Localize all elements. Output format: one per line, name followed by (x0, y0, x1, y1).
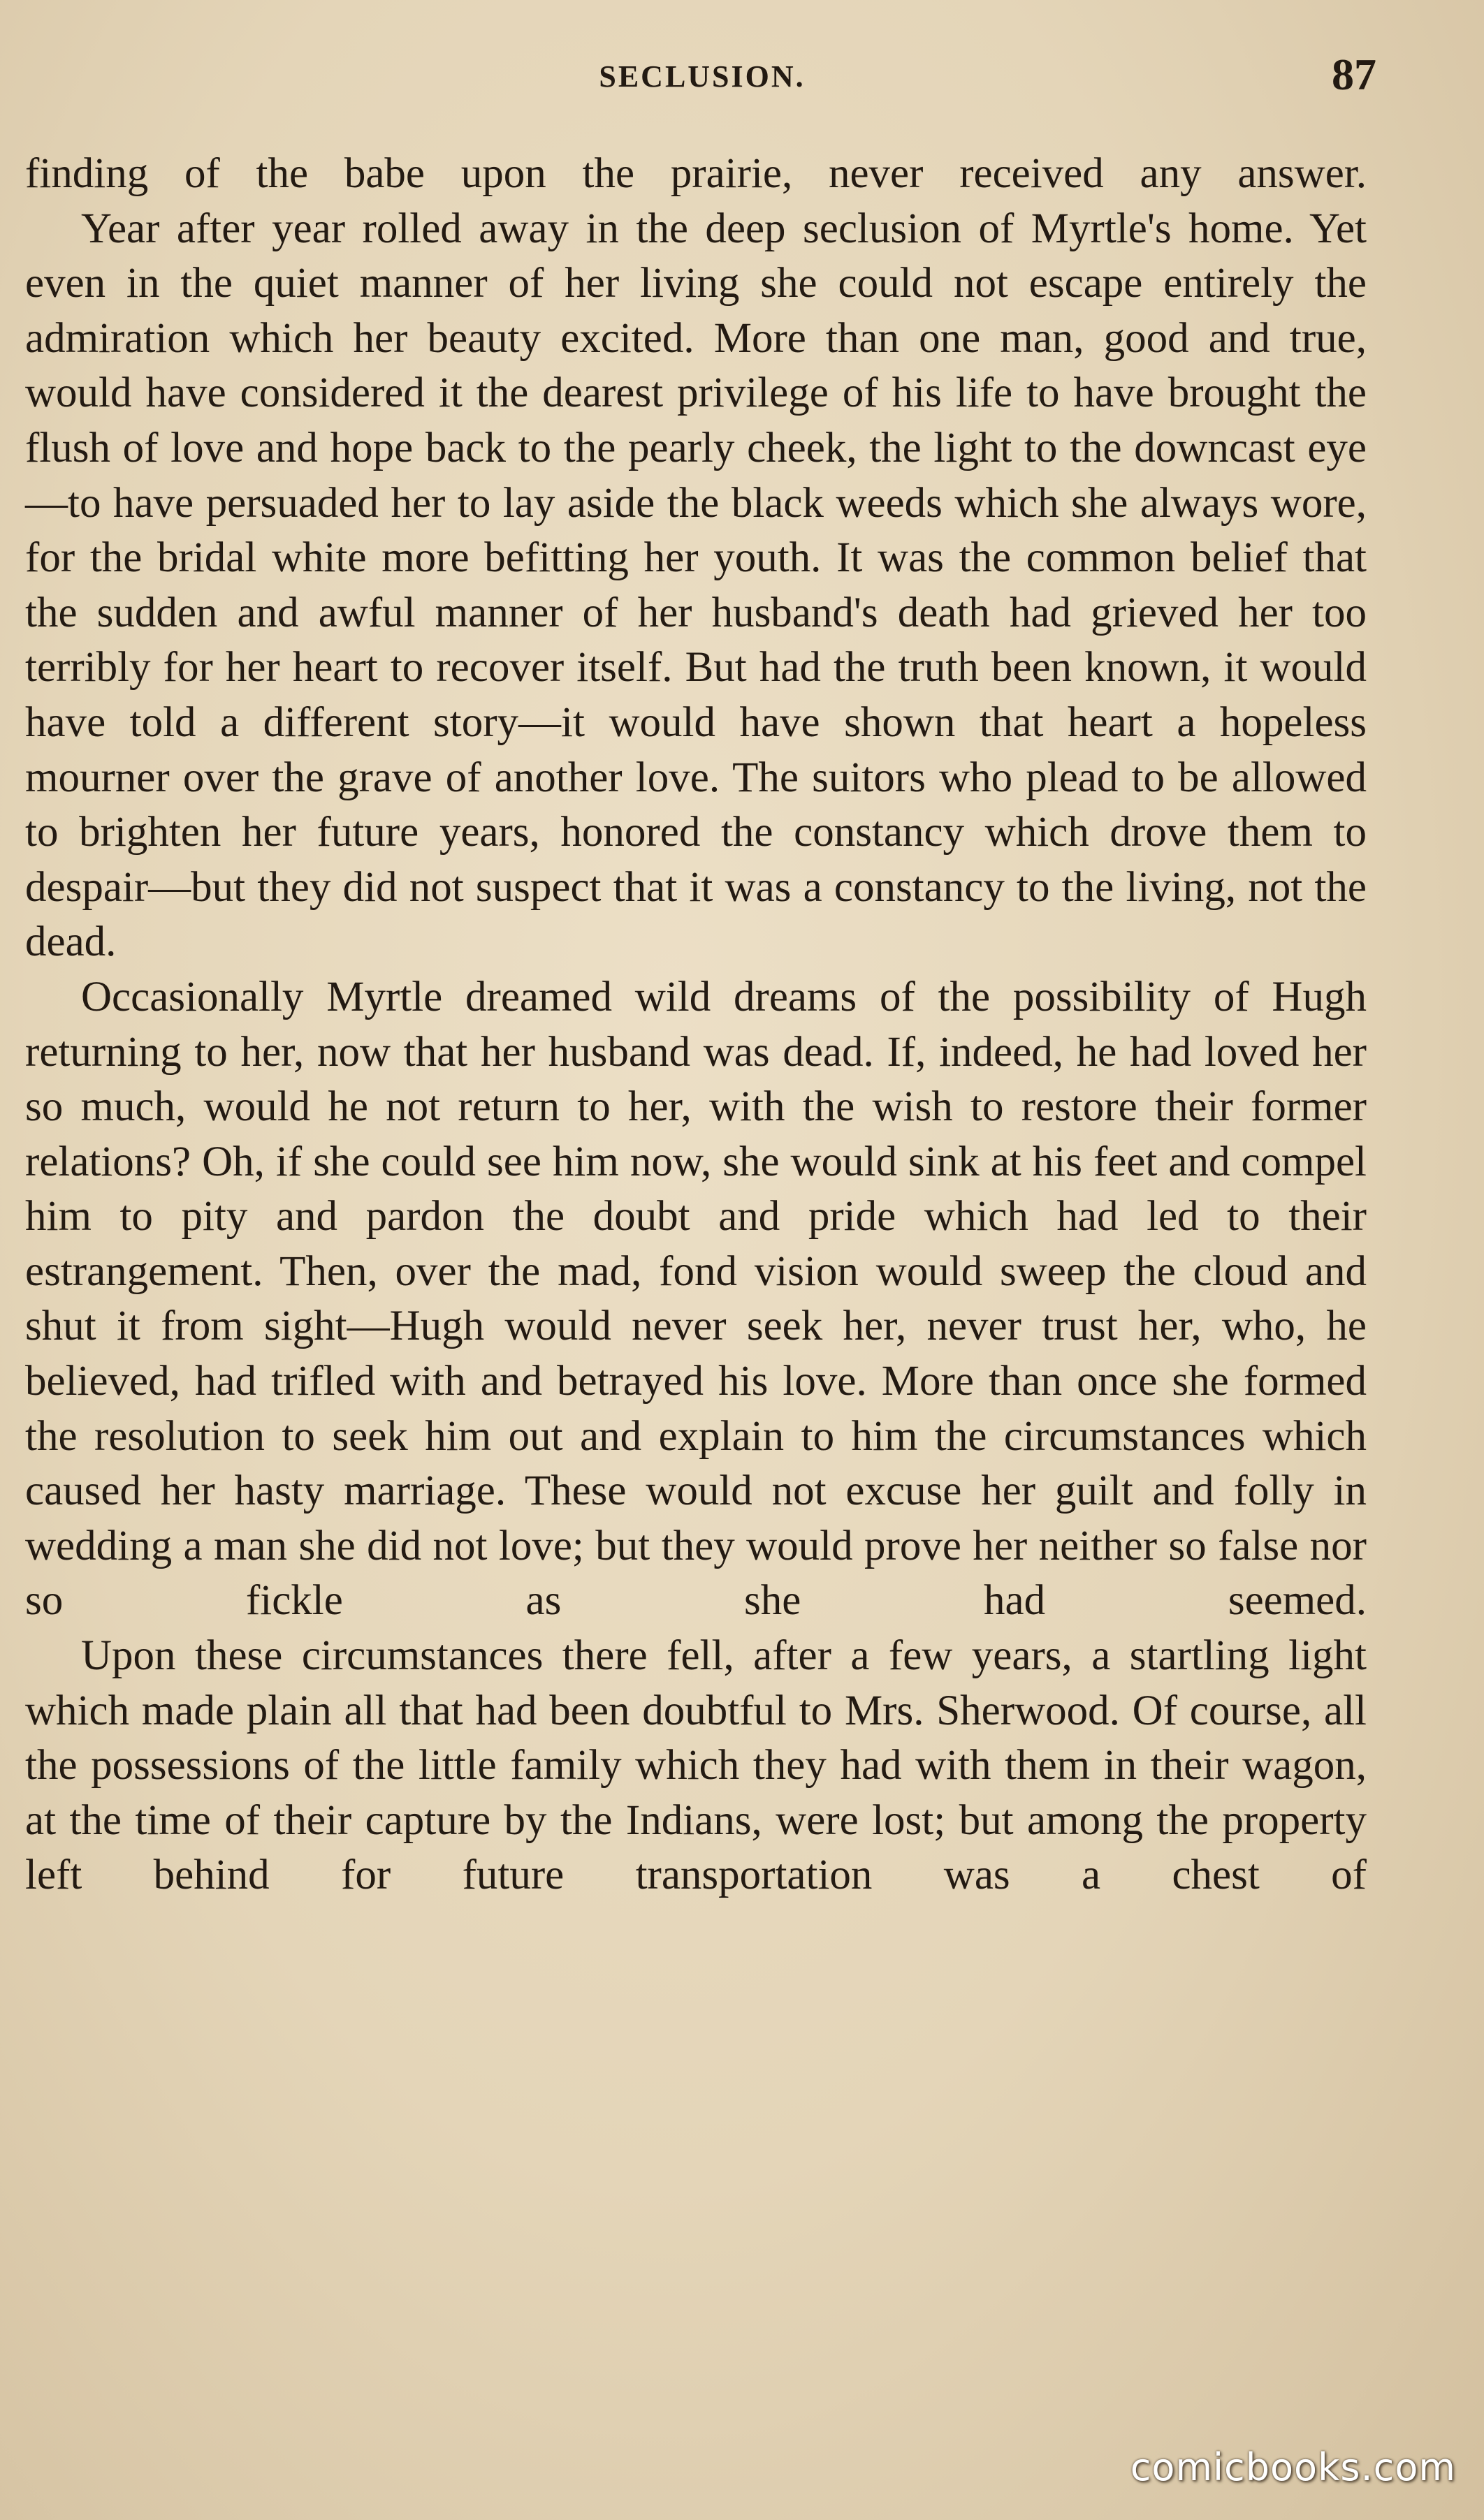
page-number: 87 (1332, 50, 1376, 99)
body-text (25, 147, 1367, 1903)
paragraph-3: Occasionally Myrtle dreamed wild dreams of the possibility of Hugh returning to her, now that her husband was dead. If, indeed, he had loved her so much, would he not return to her, with the wish to restore their former relations? Oh, if she could see him now, she would sink at his feet and compel him to pity and pardon the doubt and pride which had led to their estrangement. Then, over the mad, fond vision would sweep the cloud and shut it from sight—Hugh would never seek her, never trust her, who, he believed, had trifled with and betrayed his love. More than once she formed the resolution to seek him out and explain to him the circumstances which caused her hasty marriage. These would not excuse her guilt and folly in wedding a man she did not love; but they would prove her neither so false nor so fickle as she had seemed. (25, 973, 1367, 1625)
paragraph-1: finding of the babe upon the prairie, never received any answer. (25, 150, 1367, 197)
paragraph-4: Upon these circumstances there fell, after a few years, a startling light which made plain all that had been doubtful to Mrs. Sherwood. Of course, all the possessions of the little family which they had with them in their wagon, at the time of their capture by the Indians, were lost; but among the property left behind for future transportation was a chest of (25, 1632, 1367, 1899)
watermark-text: comicbooks.com (1130, 2445, 1456, 2489)
running-head (28, 49, 1376, 105)
paragraph-2: Year after year rolled away in the deep seclusion of Myrtle's home. Yet even in the quiet manner of her living she could not escape entirely the admiration which her beauty excited. More than one man, good and true, would have considered it the dearest privilege of his life to have brought the flush of love and hope back to the pearly cheek, the light to the downcast eye—to have persuaded her to lay aside the black weeds which she always wore, for the bridal white more befitting her youth. It was the common belief that the sudden and awful manner of her husband's death had grieved her too terribly for her heart to recover itself. But had the truth been known, it would have told a different story—it would have shown that heart a hopeless mourner over the grave of another love. The suitors who plead to be allowed to brighten her future years, honored the constancy which drove them to despair—but they did not suspect that it was a constancy to the living, not the dead. (25, 205, 1367, 966)
running-title: SECLUSION. (599, 59, 806, 94)
